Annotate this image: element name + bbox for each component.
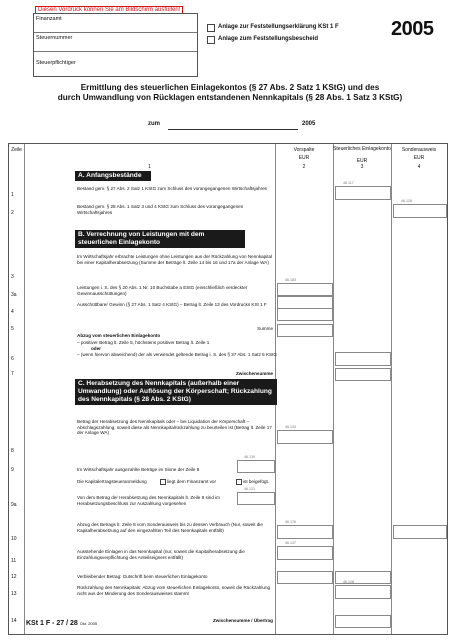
row-number-4: 4 bbox=[11, 309, 14, 315]
row-5-text: Abzug vom steuerlichen Einlagekonto bbox=[77, 333, 161, 338]
code-46183: 46.183 bbox=[285, 278, 296, 282]
colnum-2: 2 bbox=[302, 164, 306, 170]
row-number-14: 14 bbox=[11, 618, 17, 624]
zum-label: zum bbox=[148, 121, 160, 127]
steuernummer-label: Steuernummer bbox=[36, 35, 73, 41]
row-10-sonderausweis-input[interactable] bbox=[393, 525, 447, 539]
colnum-1: 1 bbox=[148, 164, 151, 170]
zum-date-field[interactable] bbox=[168, 129, 298, 130]
row-11-text: Ausstehende Einlagen in das Nennkapital (nur, soweit die Kapitalherabsetzung die Einzahlungsverpflichtung des Anteilseigners entfällt) bbox=[77, 549, 245, 560]
row-3a-text: Leistungen i. S. des § 20 Abs. 1 Nr. 10 Buchstabe a EStG (einschließlich verdeckter Gewinnausschüttungen) bbox=[77, 285, 248, 296]
row-number-1: 1 bbox=[11, 192, 14, 198]
row-7-einlagekonto-input[interactable] bbox=[335, 368, 391, 381]
code-46121: 46.121 bbox=[244, 487, 255, 491]
code-46128: 46.128 bbox=[343, 580, 354, 584]
form-date: Okt. 2005 bbox=[79, 621, 98, 626]
screen-fill-notice: Diesen Vordruck können Sie am Bildschirm ausfüllen! bbox=[35, 6, 183, 14]
row-number-8: 8 bbox=[11, 448, 14, 454]
row-number-13: 13 bbox=[11, 591, 17, 597]
col-vorspalte: Vorspalte bbox=[293, 147, 315, 153]
row-3-text: Im Wirtschaftsjahr erbrachte Leistungen ohne Leistungen aus der Rückzahlung von Nennkapital bei einer Kapitalherabsetzung (Summe der Beträge lt. Zeile 14 bis 16 und 17a der Anlage WA) bbox=[77, 254, 273, 265]
row-6-text: – (wenn hiervon abweichend) der als verwendet geltende Betrag i. S. des § 27 Abs. 1 Satz 5 KStG bbox=[77, 352, 277, 357]
row-11-vorspalte-input[interactable] bbox=[277, 546, 333, 560]
col-zeile: Zeile bbox=[11, 147, 22, 153]
row-5-detail: – positiver Betrag lt. Zeile 5, höchstens positiver Betrag lt. Zeile 1 bbox=[77, 340, 210, 345]
row-9a-amount-input[interactable] bbox=[237, 492, 275, 505]
zum-year: 2005 bbox=[302, 121, 316, 127]
row-5-vorspalte-input[interactable] bbox=[277, 324, 333, 337]
section-c: C. Herabsetzung des Nennkapitals (außerhalb einer Umwandlung) oder Auflösung der Körperschaft; Rückzahlung des Nennkapitals (§ 28 Abs. 2 KStG) bbox=[75, 379, 277, 405]
form-number: KSt 1 F - 27 / 28 bbox=[26, 620, 78, 627]
row-7-text: Zwischensumme bbox=[235, 371, 273, 376]
row-number-5: 5 bbox=[11, 326, 14, 332]
feststellungsbescheid-checkbox[interactable] bbox=[207, 36, 215, 44]
colnum-3: 3 bbox=[360, 164, 364, 170]
anmeldung-beigefuegt-checkbox[interactable] bbox=[236, 479, 242, 485]
row-4-text: Ausschüttbarer Gewinn (§ 27 Abs. 1 Satz 4 KStG) – Betrag lt. Zeile 13 des Vordrucks KSt 1 F bbox=[77, 302, 267, 307]
eur-2: EUR bbox=[298, 155, 310, 161]
code-46137: 46.137 bbox=[285, 541, 296, 545]
row-number-10: 10 bbox=[11, 536, 17, 542]
row-number-3: 3 bbox=[11, 274, 14, 280]
form-footer bbox=[26, 620, 97, 627]
row-9-text: Im Wirtschaftsjahr ausgezahlte Beträge im Sinne der Zeile 8 bbox=[77, 467, 200, 472]
col-einlagekonto: Steuerliches Einlagekonto bbox=[333, 146, 391, 152]
row-6-einlagekonto-input[interactable] bbox=[335, 352, 391, 366]
row-13-text: Rückzahlung des Nennkapitals: Abzug vom steuerlichen Einlagekonto, soweit die Rückzahlung nicht aus der Minderung des Sonderausweises stammt bbox=[77, 585, 271, 596]
section-a: A. Anfangsbestände bbox=[75, 171, 151, 181]
row-10-text: Abzug des Betrags lt. Zeile 8 vom Sonderausweis bis zu dessen Verbrauch (Nur, soweit die Kapitalherabsetzung auf den eingezahlten Teil des Nennkapitals entfällt) bbox=[77, 522, 263, 533]
code-46139: 46.139 bbox=[244, 455, 255, 459]
row-9a-text: Von dem Betrag der Herabsetzung des Nennkapitals lt. Zeile 8 sind im Herabsetzungsbeschluss zur Auszahlung vorgesehen bbox=[77, 495, 220, 506]
eur-3: EUR bbox=[356, 158, 368, 164]
col-sonderausweis: Sonderausweis bbox=[401, 147, 437, 153]
row-2-text: Bestand gem. § 28 Abs. 1 Satz 3 und 4 KStG zum Schluss des vorangegangenen Wirtschaftsjahres bbox=[77, 204, 244, 215]
einlagekonto-table bbox=[8, 143, 448, 635]
row-13-einlagekonto-input[interactable] bbox=[335, 585, 391, 599]
row-14-einlagekonto-input[interactable] bbox=[335, 615, 391, 628]
code-46176: 46.176 bbox=[285, 520, 296, 524]
row-5-oder: oder bbox=[91, 346, 101, 351]
code-46134: 46.134 bbox=[285, 425, 296, 429]
row-1-einlagekonto-input[interactable] bbox=[335, 186, 391, 200]
row-number-12: 12 bbox=[11, 574, 17, 580]
row-number-6: 6 bbox=[11, 356, 14, 362]
row-1-text: Bestand gem. § 27 Abs. 2 Satz 1 KStG zum Schluss des vorangegangenen Wirtschaftsjahres bbox=[77, 186, 267, 191]
row-14-text: Zwischensumme / Übertrag bbox=[213, 618, 273, 623]
code-46117: 46.117 bbox=[343, 181, 354, 185]
feststellungserklaerung-label: Anlage zur Feststellungserklärung KSt 1 F bbox=[218, 24, 339, 30]
row-number-3a: 3a bbox=[11, 292, 17, 298]
form-year: 2005 bbox=[391, 18, 434, 40]
finanzamt-label: Finanzamt bbox=[36, 16, 62, 22]
row-12-vorspalte-input[interactable] bbox=[277, 571, 333, 584]
code-46126: 46.126 bbox=[401, 199, 412, 203]
row-9-amount-input[interactable] bbox=[237, 460, 275, 473]
row-number-7: 7 bbox=[11, 371, 14, 377]
row-8-text: Betrag der Herabsetzung des Nennkapitals oder – bei Liquidation der Körperschaft – Abschlagszahlung, soweit diese als Nennkapitalrückzahlung zu beurteilen ist (Betrag lt. Zeile 17 der Anlage WA) bbox=[77, 419, 272, 435]
row-8-vorspalte-input[interactable] bbox=[277, 430, 333, 444]
row-3-vorspalte-input[interactable] bbox=[277, 283, 333, 296]
section-b: B. Verrechnung von Leistungen mit dem steuerlichen Einlagekonto bbox=[75, 230, 245, 248]
anmeldung-vorliegend-checkbox[interactable] bbox=[160, 479, 166, 485]
row-5-summe: Summe bbox=[257, 326, 273, 331]
row-9-beigefuegt: ist beigefügt. bbox=[243, 479, 270, 484]
row-10-vorspalte-input[interactable] bbox=[277, 525, 333, 539]
row-number-9: 9 bbox=[11, 467, 14, 473]
header-box bbox=[33, 13, 198, 77]
colnum-4: 4 bbox=[417, 164, 421, 170]
row-number-9a: 9a bbox=[11, 502, 17, 508]
row-12-text: Verbleibender Betrag: Gutschrift beim steuerlichen Einlagekonto bbox=[77, 574, 208, 579]
feststellungserklaerung-checkbox[interactable] bbox=[207, 24, 215, 32]
title-line-1: Ermittlung des steuerlichen Einlagekontos (§ 27 Abs. 2 Satz 1 KStG) und des bbox=[80, 83, 380, 92]
feststellungsbescheid-label: Anlage zum Feststellungsbescheid bbox=[218, 36, 319, 42]
title-line-2: durch Umwandlung von Rücklagen entstandenen Nennkapitals (§ 28 Abs. 1 Satz 3 KStG) bbox=[57, 93, 403, 102]
eur-4: EUR bbox=[413, 155, 425, 161]
row-number-2: 2 bbox=[11, 210, 14, 216]
row-9-anmeldung: Die Kapitalertragsteueranmeldung bbox=[77, 479, 147, 484]
row-2-sonderausweis-input[interactable] bbox=[393, 204, 447, 218]
page-title bbox=[40, 83, 420, 103]
row-number-11: 11 bbox=[11, 558, 17, 564]
steuerpflichtiger-label: Steuerpflichtiger bbox=[36, 60, 76, 66]
row-9-vorliegend: liegt dem Finanzamt vor bbox=[167, 479, 217, 484]
row-4-vorspalte-input[interactable] bbox=[277, 308, 333, 321]
